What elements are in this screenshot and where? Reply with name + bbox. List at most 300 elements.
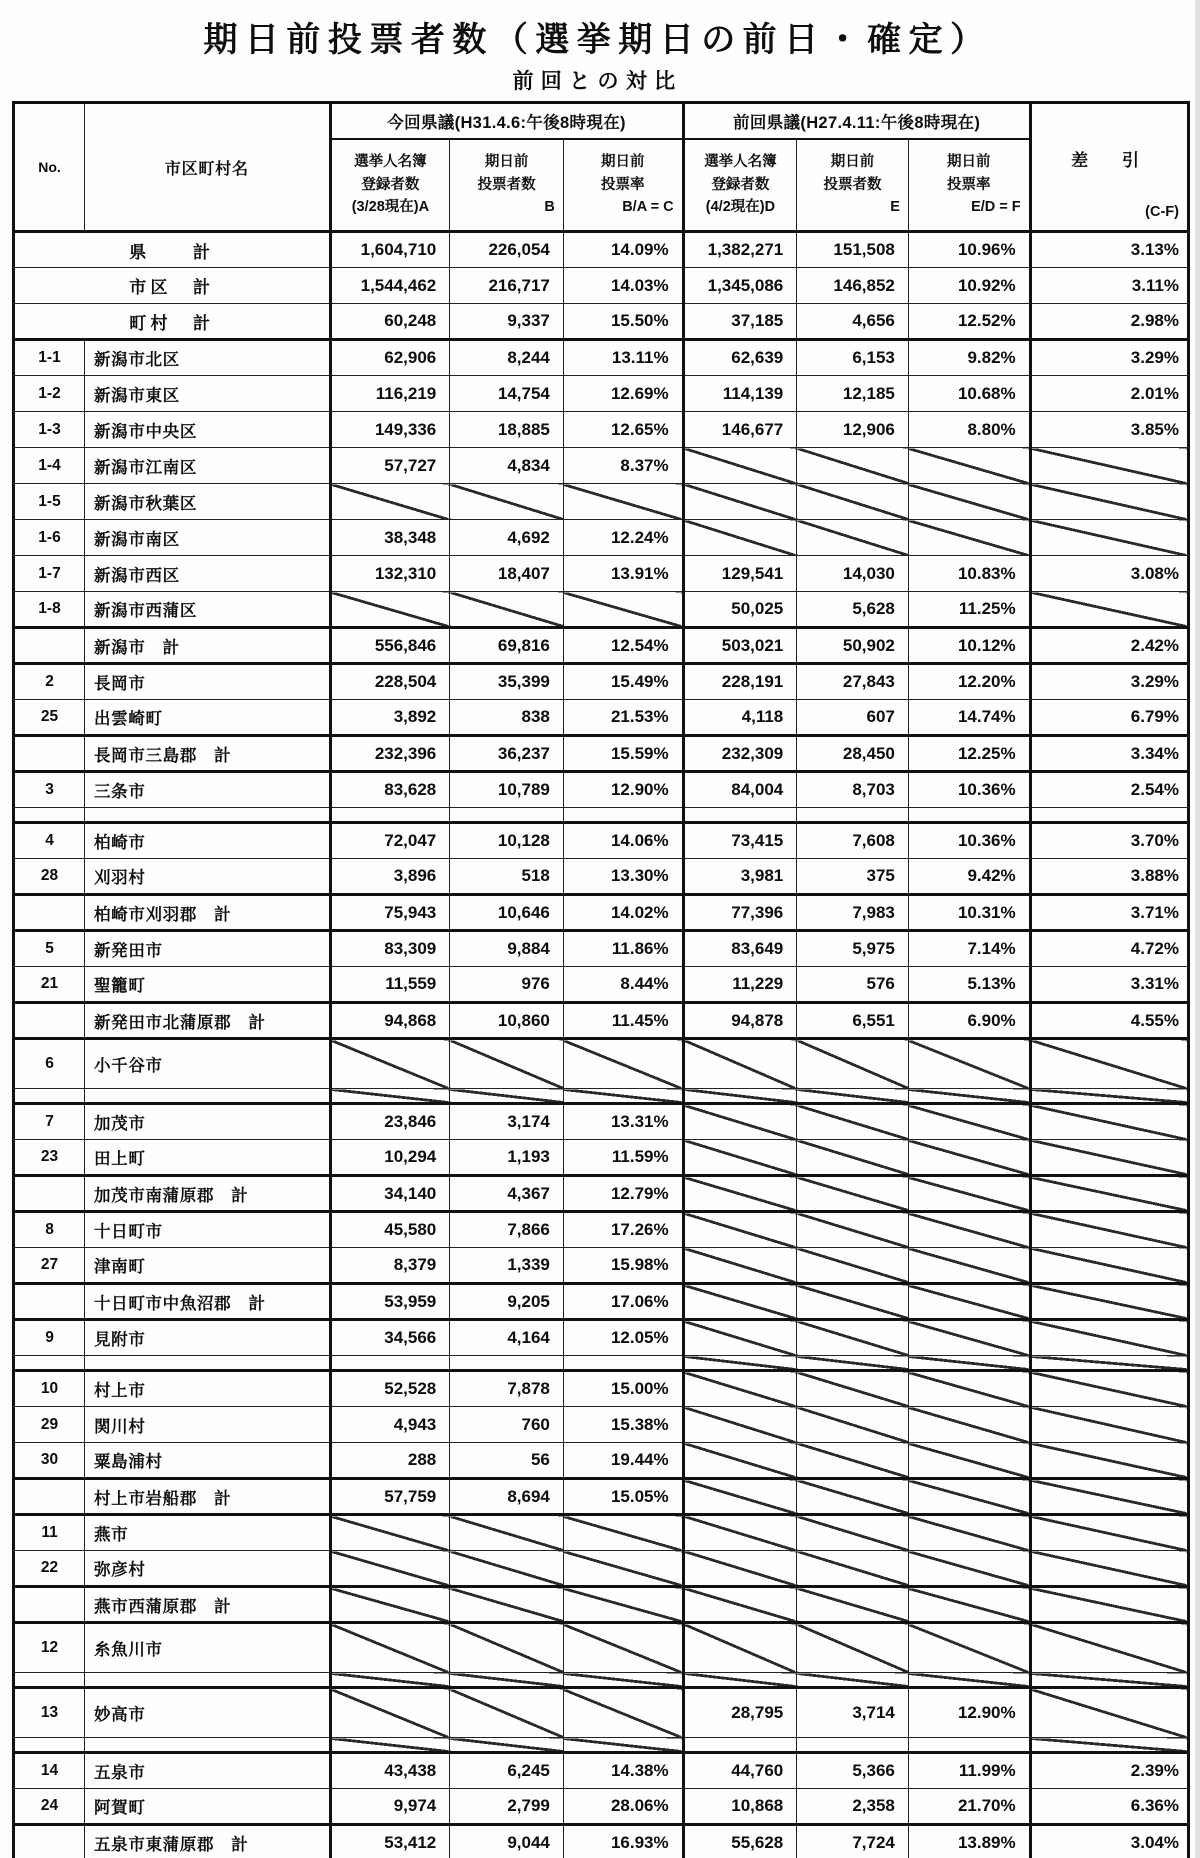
cell-rate-current: 13.91% [563,556,683,592]
cell-rate-current: 19.44% [563,1443,683,1479]
cell-no: 28 [14,859,85,895]
cell-difference: 3.13% [1030,232,1188,268]
cell-rate-current: 13.31% [563,1104,683,1140]
cell-rate-previous [908,1479,1030,1515]
cell-registered-current: 83,309 [330,931,450,967]
cell-municipality: 出雲崎町 [85,700,331,736]
cell-no: 23 [14,1140,85,1176]
cell-rate-previous [908,1551,1030,1587]
cell-early-voters-previous [797,1320,909,1356]
cell-no: 30 [14,1443,85,1479]
cell-early-voters-current: 2,799 [450,1789,564,1825]
cell-no: 24 [14,1789,85,1825]
cell-registered-current: 9,974 [330,1789,450,1825]
col-header-early-voters-current: 期日前 投票者数 B [450,139,564,232]
table-row [14,304,1189,340]
cell-rate-current: 15.59% [563,736,683,772]
table-body [14,232,1189,1858]
cell-registered-current [330,484,450,520]
cell-rate-previous [908,1738,1030,1753]
table-row [14,895,1189,931]
cell-early-voters-current: 14,754 [450,376,564,412]
cell-early-voters-previous: 5,366 [797,1753,909,1789]
cell-municipality: 聖籠町 [85,967,331,1003]
cell-municipality [85,1356,331,1371]
cell-difference: 3.29% [1030,340,1188,376]
cell-early-voters-current: 4,834 [450,448,564,484]
cell-no [14,1089,85,1104]
cell-municipality: 村上市岩船郡 計 [85,1479,331,1515]
cell-municipality [85,1738,331,1753]
col-header-registered-current: 選挙人名簿 登録者数 (3/28現在)A [330,139,450,232]
cell-rate-previous [908,1212,1030,1248]
cell-municipality: 五泉市 [85,1753,331,1789]
table-row [14,376,1189,412]
cell-registered-previous: 55,628 [683,1825,797,1858]
cell-no: 25 [14,700,85,736]
cell-early-voters-previous [797,520,909,556]
cell-no: 9 [14,1320,85,1356]
cell-municipality [85,1673,331,1688]
col-header-difference [1030,103,1188,232]
cell-municipality: 新発田市 [85,931,331,967]
cell-no [14,808,85,823]
cell-registered-previous [683,1356,797,1371]
cell-registered-previous [683,1479,797,1515]
cell-municipality: 県 計 [14,232,331,268]
col-group-previous-election: 前回県議(H27.4.11:午後8時現在) [683,103,1030,140]
cell-registered-current: 34,566 [330,1320,450,1356]
cell-rate-current [563,592,683,628]
table-row [14,1479,1189,1515]
cell-municipality: 新潟市西蒲区 [85,592,331,628]
cell-rate-current [563,1587,683,1623]
cell-no: 11 [14,1515,85,1551]
cell-registered-previous [683,1371,797,1407]
cell-registered-current: 1,604,710 [330,232,450,268]
cell-municipality [85,1089,331,1104]
cell-early-voters-current: 9,044 [450,1825,564,1858]
cell-registered-previous [683,1212,797,1248]
diff-formula: (C-F) [1145,204,1179,220]
cell-difference: 2.54% [1030,772,1188,808]
cell-no: 8 [14,1212,85,1248]
cell-rate-previous [908,1248,1030,1284]
table-row [14,484,1189,520]
cell-rate-current: 12.54% [563,628,683,664]
cell-municipality: 柏崎市刈羽郡 計 [85,895,331,931]
cell-difference [1030,520,1188,556]
cell-rate-previous [908,1407,1030,1443]
cell-early-voters-current [450,592,564,628]
cell-municipality: 妙高市 [85,1688,331,1738]
cell-early-voters-previous: 7,608 [797,823,909,859]
cell-early-voters-previous: 5,975 [797,931,909,967]
cell-early-voters-current: 69,816 [450,628,564,664]
cell-rate-previous: 13.89% [908,1825,1030,1858]
cell-registered-current: 60,248 [330,304,450,340]
cell-registered-previous [683,1248,797,1284]
table-row [14,664,1189,700]
cell-early-voters-previous: 8,703 [797,772,909,808]
table-row [14,1753,1189,1789]
cell-municipality: 新潟市西区 [85,556,331,592]
cell-no: 1-8 [14,592,85,628]
cell-registered-previous: 1,345,086 [683,268,797,304]
table-row [14,700,1189,736]
cell-difference: 4.72% [1030,931,1188,967]
cell-early-voters-current: 10,646 [450,895,564,931]
cell-early-voters-current: 9,884 [450,931,564,967]
cell-rate-current: 16.93% [563,1825,683,1858]
cell-registered-current: 52,528 [330,1371,450,1407]
cell-rate-previous [908,1039,1030,1089]
cell-municipality: 市区 計 [14,268,331,304]
cell-rate-previous [908,1284,1030,1320]
cell-difference [1030,1371,1188,1407]
cell-rate-previous: 12.20% [908,664,1030,700]
table-row [14,1104,1189,1140]
cell-rate-previous: 10.83% [908,556,1030,592]
cell-registered-previous: 228,191 [683,664,797,700]
cell-no: 22 [14,1551,85,1587]
cell-registered-previous [683,1515,797,1551]
table-row [14,1212,1189,1248]
cell-rate-previous [908,1587,1030,1623]
cell-registered-current [330,1356,450,1371]
cell-early-voters-previous [797,1284,909,1320]
cell-early-voters-current: 10,789 [450,772,564,808]
cell-early-voters-current: 10,860 [450,1003,564,1039]
cell-no [14,628,85,664]
cell-rate-current: 15.50% [563,304,683,340]
cell-municipality: 五泉市東蒲原郡 計 [85,1825,331,1858]
cell-registered-current: 94,868 [330,1003,450,1039]
cell-difference: 3.85% [1030,412,1188,448]
cell-registered-current: 149,336 [330,412,450,448]
cell-municipality: 十日町市中魚沼郡 計 [85,1284,331,1320]
cell-rate-current [563,1356,683,1371]
cell-early-voters-current [450,1515,564,1551]
cell-early-voters-current: 8,244 [450,340,564,376]
cell-rate-previous: 9.82% [908,340,1030,376]
cell-registered-current [330,1039,450,1089]
cell-registered-current [330,808,450,823]
cell-difference [1030,1688,1188,1738]
cell-early-voters-current: 36,237 [450,736,564,772]
cell-registered-previous [683,1407,797,1443]
cell-municipality: 燕市西蒲原郡 計 [85,1587,331,1623]
cell-rate-current: 15.98% [563,1248,683,1284]
cell-registered-previous [683,1089,797,1104]
cell-early-voters-previous: 14,030 [797,556,909,592]
col-header-registered-previous: 選挙人名簿 登録者数 (4/2現在)D [683,139,797,232]
cell-rate-previous [908,1673,1030,1688]
cell-difference: 2.42% [1030,628,1188,664]
cell-registered-current: 57,727 [330,448,450,484]
cell-rate-current: 28.06% [563,1789,683,1825]
cell-municipality: 長岡市三島郡 計 [85,736,331,772]
cell-no [14,1673,85,1688]
cell-rate-previous [908,1371,1030,1407]
table-row [14,931,1189,967]
cell-municipality: 新潟市江南区 [85,448,331,484]
cell-difference: 3.71% [1030,895,1188,931]
cell-municipality: 十日町市 [85,1212,331,1248]
cell-no: 1-2 [14,376,85,412]
cell-municipality [85,808,331,823]
cell-rate-previous: 12.52% [908,304,1030,340]
cell-early-voters-current [450,1587,564,1623]
cell-no: 7 [14,1104,85,1140]
cell-registered-previous: 44,760 [683,1753,797,1789]
cell-early-voters-previous: 4,656 [797,304,909,340]
cell-registered-previous [683,808,797,823]
cell-rate-current [563,484,683,520]
cell-no: 1-6 [14,520,85,556]
cell-early-voters-previous [797,1443,909,1479]
cell-rate-current: 11.59% [563,1140,683,1176]
cell-difference: 3.70% [1030,823,1188,859]
cell-early-voters-current: 226,054 [450,232,564,268]
cell-registered-current [330,1673,450,1688]
cell-early-voters-current: 4,692 [450,520,564,556]
diff-label: 差 引 [1071,151,1148,170]
cell-difference [1030,1623,1188,1673]
table-row [14,1371,1189,1407]
cell-municipality: 糸魚川市 [85,1623,331,1673]
cell-early-voters-previous [797,1371,909,1407]
cell-rate-previous [908,1356,1030,1371]
cell-registered-previous: 114,139 [683,376,797,412]
cell-early-voters-current: 518 [450,859,564,895]
cell-registered-current: 62,906 [330,340,450,376]
cell-registered-previous: 50,025 [683,592,797,628]
cell-early-voters-previous: 2,358 [797,1789,909,1825]
cell-rate-current: 15.38% [563,1407,683,1443]
cell-rate-current: 12.05% [563,1320,683,1356]
cell-rate-current: 14.09% [563,232,683,268]
cell-rate-previous: 10.92% [908,268,1030,304]
cell-registered-current: 83,628 [330,772,450,808]
cell-rate-current [563,1673,683,1688]
cell-registered-current: 53,959 [330,1284,450,1320]
cell-early-voters-current: 4,164 [450,1320,564,1356]
cell-early-voters-previous: 28,450 [797,736,909,772]
cell-municipality: 加茂市 [85,1104,331,1140]
cell-registered-previous [683,484,797,520]
cell-early-voters-previous [797,1212,909,1248]
cell-municipality: 粟島浦村 [85,1443,331,1479]
cell-early-voters-current [450,1089,564,1104]
cell-rate-current: 14.38% [563,1753,683,1789]
table-row [14,556,1189,592]
cell-rate-previous [908,1176,1030,1212]
table-row [14,1003,1189,1039]
cell-early-voters-previous: 607 [797,700,909,736]
cell-registered-current: 8,379 [330,1248,450,1284]
cell-registered-current [330,1515,450,1551]
cell-early-voters-previous: 375 [797,859,909,895]
cell-rate-previous: 6.90% [908,1003,1030,1039]
cell-early-voters-previous [797,1479,909,1515]
cell-no: 1-4 [14,448,85,484]
cell-registered-current: 3,896 [330,859,450,895]
cell-rate-previous [908,448,1030,484]
cell-difference: 3.04% [1030,1825,1188,1858]
cell-rate-current: 15.00% [563,1371,683,1407]
cell-rate-previous [908,1443,1030,1479]
cell-municipality: 新発田市北蒲原郡 計 [85,1003,331,1039]
spacer-row [14,1738,1189,1753]
cell-registered-current: 75,943 [330,895,450,931]
table-row [14,823,1189,859]
col-header-municipality: 市区町村名 [85,103,331,232]
cell-no: 3 [14,772,85,808]
cell-difference [1030,484,1188,520]
cell-registered-previous: 146,677 [683,412,797,448]
col-header-rate-current: 期日前 投票率 B/A = C [563,139,683,232]
cell-early-voters-previous: 7,724 [797,1825,909,1858]
cell-rate-current: 12.65% [563,412,683,448]
cell-rate-previous [908,1140,1030,1176]
cell-rate-current [563,1688,683,1738]
spacer-row [14,808,1189,823]
cell-rate-previous [908,484,1030,520]
cell-difference [1030,808,1188,823]
cell-early-voters-current: 1,193 [450,1140,564,1176]
cell-difference: 6.79% [1030,700,1188,736]
cell-early-voters-current: 10,128 [450,823,564,859]
page-subtitle: 前回との対比 [512,70,683,93]
cell-registered-current: 4,943 [330,1407,450,1443]
cell-rate-previous [908,1320,1030,1356]
cell-registered-previous: 232,309 [683,736,797,772]
cell-rate-previous: 12.90% [908,1688,1030,1738]
cell-registered-previous [683,1551,797,1587]
cell-rate-current: 15.49% [563,664,683,700]
cell-early-voters-previous [797,1407,909,1443]
cell-registered-current: 38,348 [330,520,450,556]
cell-difference: 3.11% [1030,268,1188,304]
cell-early-voters-previous: 3,714 [797,1688,909,1738]
cell-no: 2 [14,664,85,700]
cell-difference [1030,1140,1188,1176]
cell-registered-current: 1,544,462 [330,268,450,304]
cell-registered-current: 3,892 [330,700,450,736]
cell-no: 1-5 [14,484,85,520]
cell-difference [1030,1479,1188,1515]
cell-early-voters-current: 9,205 [450,1284,564,1320]
cell-difference [1030,1356,1188,1371]
cell-rate-previous: 10.96% [908,232,1030,268]
cell-rate-previous: 5.13% [908,967,1030,1003]
cell-difference [1030,1176,1188,1212]
cell-difference: 3.29% [1030,664,1188,700]
cell-rate-previous: 10.31% [908,895,1030,931]
cell-municipality: 刈羽村 [85,859,331,895]
cell-rate-previous: 14.74% [908,700,1030,736]
cell-registered-previous: 77,396 [683,895,797,931]
cell-early-voters-previous: 576 [797,967,909,1003]
cell-registered-previous: 3,981 [683,859,797,895]
cell-rate-previous: 10.36% [908,823,1030,859]
cell-no [14,1587,85,1623]
cell-early-voters-current: 7,878 [450,1371,564,1407]
table-row [14,1688,1189,1738]
cell-early-voters-current: 4,367 [450,1176,564,1212]
cell-early-voters-current: 18,885 [450,412,564,448]
cell-difference [1030,1515,1188,1551]
cell-early-voters-previous [797,808,909,823]
col-header-early-voters-previous: 期日前 投票者数 E [797,139,909,232]
spacer-row [14,1356,1189,1371]
cell-difference: 3.08% [1030,556,1188,592]
cell-no: 14 [14,1753,85,1789]
cell-rate-current: 11.45% [563,1003,683,1039]
cell-registered-current: 556,846 [330,628,450,664]
cell-early-voters-current [450,1738,564,1753]
col-header-no: No. [14,103,85,232]
cell-difference [1030,1284,1188,1320]
cell-early-voters-previous [797,1248,909,1284]
cell-municipality: 燕市 [85,1515,331,1551]
cell-early-voters-previous: 146,852 [797,268,909,304]
cell-rate-current: 11.86% [563,931,683,967]
cell-registered-previous [683,1320,797,1356]
cell-rate-current [563,1623,683,1673]
cell-registered-previous [683,1284,797,1320]
cell-rate-current: 12.24% [563,520,683,556]
cell-early-voters-current: 6,245 [450,1753,564,1789]
cell-no: 4 [14,823,85,859]
cell-rate-previous: 11.25% [908,592,1030,628]
table-row [14,1825,1189,1858]
table-row [14,1551,1189,1587]
cell-no: 10 [14,1371,85,1407]
cell-registered-current [330,1738,450,1753]
cell-registered-current [330,1089,450,1104]
table-row [14,967,1189,1003]
cell-registered-current: 72,047 [330,823,450,859]
cell-early-voters-current: 1,339 [450,1248,564,1284]
early-voting-table [12,101,1190,1858]
cell-rate-previous: 7.14% [908,931,1030,967]
table-row [14,340,1189,376]
cell-rate-previous [908,1515,1030,1551]
cell-difference: 4.55% [1030,1003,1188,1039]
cell-rate-current: 21.53% [563,700,683,736]
cell-early-voters-previous [797,1623,909,1673]
cell-registered-current: 132,310 [330,556,450,592]
cell-registered-previous: 73,415 [683,823,797,859]
cell-early-voters-previous [797,1738,909,1753]
cell-no: 5 [14,931,85,967]
cell-municipality: 長岡市 [85,664,331,700]
cell-early-voters-previous: 50,902 [797,628,909,664]
cell-early-voters-current: 9,337 [450,304,564,340]
cell-rate-current: 12.69% [563,376,683,412]
cell-rate-current: 13.11% [563,340,683,376]
cell-registered-previous [683,1738,797,1753]
cell-early-voters-current [450,1623,564,1673]
cell-difference: 2.39% [1030,1753,1188,1789]
spacer-row [14,1673,1189,1688]
cell-rate-previous: 10.36% [908,772,1030,808]
cell-no [14,895,85,931]
cell-early-voters-current [450,1039,564,1089]
cell-registered-current [330,1587,450,1623]
